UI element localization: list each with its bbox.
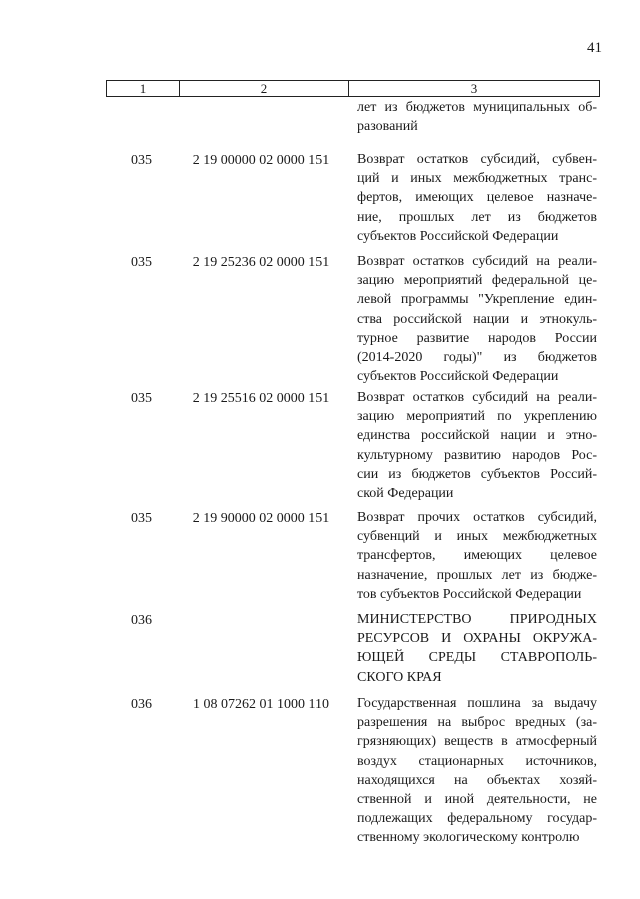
header-col-1: 1 [107,81,180,96]
header-col-3: 3 [470,81,478,96]
header-col-2: 2 [180,81,349,96]
text-line: грязняющих) веществ в атмосферный [357,734,597,750]
budget-code: 2 19 25516 02 0000 151 [192,391,330,406]
row-description [357,694,597,848]
text-line: Государственная пошлина за выдачу [357,696,597,711]
text-line: культурному развитию народов Рос- [357,447,597,463]
text-line: левой программы "Укрепление един- [357,292,597,308]
admin-code: 035 [131,511,152,526]
row-description [357,252,597,386]
text-line: ственной и иной деятельности, не [357,792,597,808]
text-line: зацию мероприятий по укреплению [357,409,597,425]
text-line: Возврат остатков субсидий на реали- [357,254,597,269]
text-line: субвенций и иных межбюджетных [357,529,597,545]
page-number: 41 [587,40,602,56]
text-line: ской Федерации [357,486,454,502]
budget-code: 2 19 90000 02 0000 151 [192,511,330,526]
text-line: субъектов Российской Федерации [357,228,559,244]
admin-code: 035 [131,255,152,270]
text-line: лет из бюджетов муниципальных об- [357,100,597,115]
admin-code: 035 [131,153,152,168]
row-description [357,150,597,246]
text-line: зацию мероприятий федеральной це- [357,273,597,289]
text-line: МИНИСТЕРСТВО ПРИРОДНЫХ [357,612,597,627]
text-line: ства российской нации и этнокуль- [357,311,597,327]
text-line: трансфертов, имеющих целевое [357,548,597,564]
text-line: субъектов Российской Федерации [357,369,559,385]
text-line: Возврат прочих остатков субсидий, [357,510,597,525]
text-line: назначение, прошлых лет из бюдже- [357,567,597,583]
text-line: (2014-2020 годы)" из бюджетов [357,350,597,366]
text-line: подлежащих федеральному государ- [357,811,597,827]
text-line: тов субъектов Российской Федерации [357,586,582,602]
text-line: воздух стационарных источников, [357,753,597,769]
text-line: ций и иных межбюджетных транс- [357,171,597,187]
text-line: СКОГО КРАЯ [357,669,442,685]
continuation-text [357,98,597,136]
table-header [106,80,600,97]
admin-code: 036 [131,613,152,628]
ministry-heading [357,610,597,687]
text-line: Возврат остатков субсидий на реали- [357,390,597,405]
admin-code: 035 [131,391,152,406]
budget-code: 2 19 25236 02 0000 151 [192,255,330,270]
admin-code: 036 [131,697,152,712]
text-line: РЕСУРСОВ И ОХРАНЫ ОКРУЖА- [357,631,597,647]
budget-code: 1 08 07262 01 1000 110 [193,697,329,712]
text-line: турное развитие народов России [357,330,597,346]
text-line: находящихся на объектах хозяй- [357,772,597,788]
text-line: ЮЩЕЙ СРЕДЫ СТАВРОПОЛЬ- [357,650,597,666]
text-line: ние, прошлых лет из бюджетов [357,209,597,225]
text-line: Возврат остатков субсидий, субвен- [357,152,597,167]
budget-code: 2 19 00000 02 0000 151 [192,153,330,168]
text-line: ственному экологическому контролю [357,830,580,846]
text-line: фертов, имеющих целевое назначе- [357,190,597,206]
text-line: единства российской нации и этно- [357,428,597,444]
row-description [357,508,597,604]
text-line: сии из бюджетов субъектов Россий- [357,466,597,482]
text-line: разований [357,119,418,135]
text-line: разрешения на выброс вредных (за- [357,715,597,731]
row-description [357,388,597,503]
